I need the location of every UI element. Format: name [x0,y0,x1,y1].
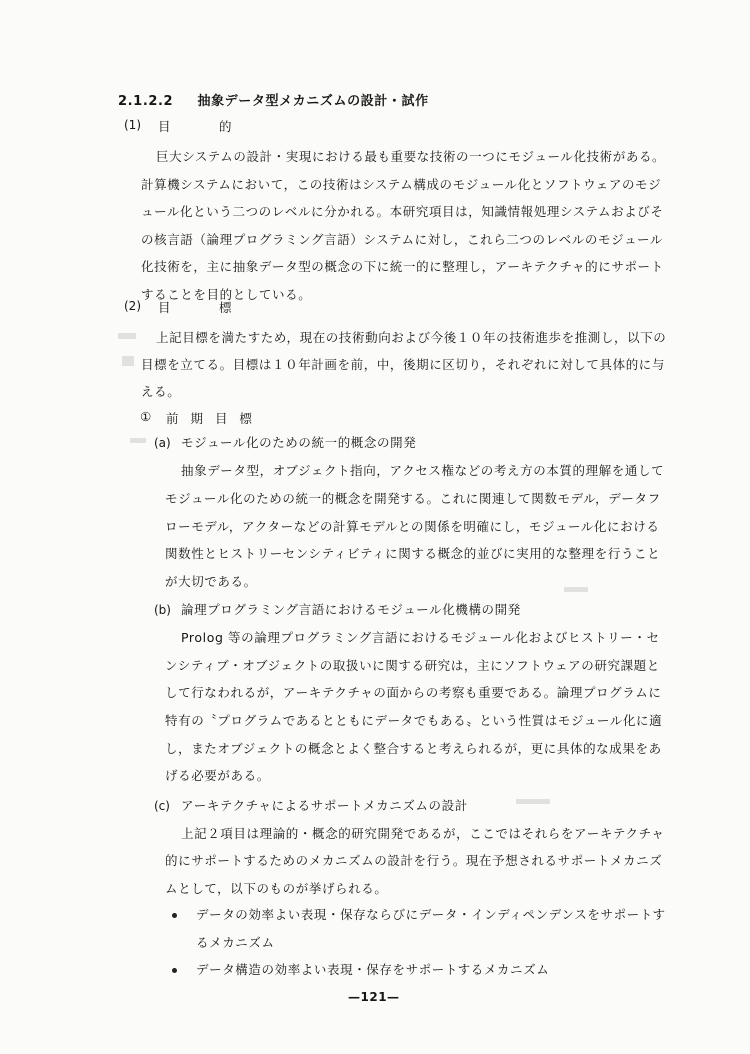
item-1-label: (1) [124,118,141,132]
item-c-label: (c) [154,799,170,813]
paragraph-line: モジュール化のための統一的概念を開発する。これに関連して関数モデル，データフ [165,491,661,506]
paragraph-line: が大切である。 [165,574,257,589]
section-title: 抽象データ型メカニズムの設計・試作 [197,94,429,109]
item-c-title: アーキテクチャによるサポートメカニズムの設計 [181,798,468,813]
scan-noise [516,799,550,804]
item-b-title: 論理プログラミング言語におけるモジュール化機構の開発 [181,602,521,617]
scan-noise [564,587,588,592]
paragraph-line: して行なわれるが，アーキテクチャの面からの考察も重要である。論理プログラムに [165,685,662,700]
paragraph-line: 計算機システムにおいて，この技術はシステム構成のモジュール化とソフトウェアのモジ [141,177,662,192]
bullet-dot [172,968,177,973]
scan-noise [122,356,134,366]
section-heading [118,94,429,110]
subsection-title: 前 期 目 標 [166,411,256,426]
bullet-item: データの効率よい表現・保存ならびにデータ・インディペンデンスをサポートす [196,907,666,922]
paragraph-line: 抽象データ型，オブジェクト指向，アクセス権などの考え方の本質的理解を通して [181,463,665,478]
bullet-item-continuation: るメカニズム [196,935,275,950]
paragraph-line: ュール化という二つのレベルに分かれる。本研究項目は，知識情報処理システムおよびそ [141,204,664,219]
paragraph-line: 的にサポートするためのメカニズムの設計を行う。現在予想されるサポートメカニズ [165,853,663,868]
scan-noise [118,333,136,339]
paragraph-line: げる必要がある。 [165,768,270,783]
scan-noise [130,438,146,443]
paragraph-line: える。 [141,384,181,399]
item-2-title: 目 標 [158,300,250,315]
item-1-title: 目 的 [158,119,250,134]
item-2-label: (2) [124,299,141,313]
paragraph-line: の核言語（論理プログラミング言語）システムに対し，これら二つのレベルのモジュール [141,232,664,247]
paragraph-line: 特有の〝プログラムであるとともにデータでもある〟という性質はモジュール化に適 [165,713,663,728]
page-number: —121— [348,990,400,1004]
paragraph-line: 目標を立てる。目標は１０年計画を前，中，後期に区切り，それぞれに対して具体的に与 [141,357,666,372]
paragraph-line: 関数性とヒストリーセンシティビティに関する概念的並びに実用的な整理を行うこと [165,546,661,561]
section-number: 2.1.2.2 [118,94,174,109]
paragraph-line: 化技術を，主に抽象データ型の概念の下に統一的に整理し，アーキテクチャ的にサポート [141,259,664,274]
paragraph-line: 上記２項目は理論的・概念的研究開発であるが，ここではそれらをアーキテクチャ [181,826,665,841]
item-a-title: モジュール化のための統一的概念の開発 [181,435,417,450]
item-a-label: (a) [154,436,171,450]
paragraph-line: し，またオブジェクトの概念とよく整合すると考えられるが，更に具体的な成果をあ [165,741,662,756]
paragraph-line: Prolog 等の論理プログラミング言語におけるモジュール化およびヒストリー・セ [181,630,660,645]
paragraph-line: ローモデル，アクターなどの計算モデルとの関係を明確にし，モジュール化における [165,519,660,534]
paragraph-line: することを目的としている。 [141,287,312,302]
paragraph-line: ムとして，以下のものが挙げられる。 [165,881,388,896]
bullet-dot [172,913,177,918]
subsection-marker: ① [140,409,156,424]
paragraph-line: ンシティブ・オブジェクトの取扱いに関する研究は，主にソフトウェアの研究課題と [165,658,660,673]
paragraph-line: 上記目標を満たすため，現在の技術動向および今後１０年の技術進歩を推測し，以下の [156,330,667,345]
paragraph-line: 巨大システムの設計・実現における最も重要な技術の一つにモジュール化技術がある。 [156,149,666,164]
bullet-item: データ構造の効率よい表現・保存をサポートするメカニズム [196,962,550,977]
item-b-label: (b) [154,603,171,617]
